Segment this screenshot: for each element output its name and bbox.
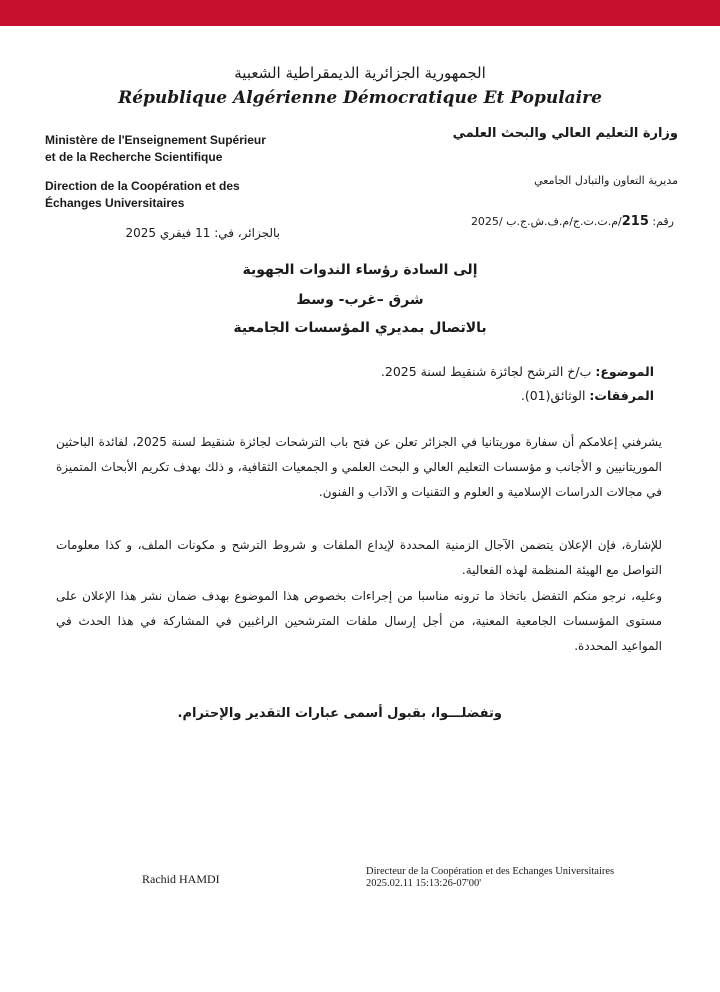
subject-label: الموضوع: [595, 364, 654, 379]
arabic-direction-name: مديرية التعاون والتبادل الجامعي [534, 174, 678, 187]
signer-name: Rachid HAMDI [142, 872, 220, 886]
french-direction-line-2: Échanges Universitaires [45, 196, 185, 210]
attachments-text: الوثائق(01). [520, 388, 590, 403]
reference-prefix: رقم: [652, 215, 674, 228]
addressee-line-2: شرق –غرب- وسط [296, 292, 424, 308]
body-paragraph-2: للإشارة، فإن الإعلان يتضمن الآجال الزمنية المحددة لإيداع الملفات و شروط الترشح و مكونات الملف، و كذا معلومات التواصل مع الهيئة المنظمة لهذه الفعالية. [56, 538, 662, 577]
subject-text: ب/خ الترشح لجائزة شنقيط لسنة 2025. [380, 364, 596, 379]
letter-page [0, 26, 720, 992]
french-direction-name [45, 178, 305, 212]
date-line: بالجزائر، في: 11 فيفري 2025 [125, 226, 280, 240]
arabic-ministry-name: وزارة التعليم العالي والبحث العلمي [452, 126, 678, 141]
attachments-label: المرفقات: [589, 388, 654, 403]
addressee-line-3: بالاتصال بمديري المؤسسات الجامعية [233, 320, 487, 336]
body-paragraph-1: يشرفني إعلامكم أن سفارة موريتانيا في الجزائر تعلن عن فتح باب الترشحات لجائزة شنقيط لسنة 2025، لفائدة الباحثين الموريتانيين و الأجانب و مؤسسات التعليم العالي و البحث العلمي و الجمعيات الثقافية، و ذلك بهدف تكريم الأبحاث المتميزة في مجالات الدراسات الإسلامية و العلوم و التقنيات و الآداب و الفنون. [56, 435, 663, 499]
subject-line [94, 364, 654, 379]
body-paragraph-3: وعليه، نرجو منكم التفضل باتخاذ ما ترونه مناسبا من إجراءات بخصوص هذا الموضوع بهدف ضمان نشر هذا الإعلان على مستوى المؤسسات الجامعية المعنية، من أجل إرسال ملفات المترشحين الراغبين في المشاركة في هذا الحدث في المواعيد المحددة. [56, 589, 662, 653]
french-ministry-name [45, 132, 305, 166]
signer-title: Directeur de la Coopération et des Echanges Universitaires [366, 866, 615, 877]
addressee-line-1: إلى السادة رؤساء الندوات الجهوية [242, 262, 478, 278]
reference-suffix: /م.ت.ت.ج/م.ف.ش.ج.ب /2025 [470, 215, 622, 228]
digital-signature-block [366, 866, 614, 890]
french-direction-line-1: Direction de la Coopération et des [45, 179, 240, 193]
arabic-republic-title: الجمهورية الجزائرية الديمقراطية الشعبية [234, 64, 486, 82]
french-republic-title: République Algérienne Démocratique Et Populaire [118, 88, 602, 108]
reference-number-value: 215 [621, 214, 649, 229]
signature-timestamp: 2025.02.11 15:13:26-07'00' [366, 878, 482, 889]
attachments-line [94, 388, 654, 403]
french-ministry-line-2: et de la Recherche Scientifique [45, 150, 223, 164]
french-ministry-line-1: Ministère de l'Enseignement Supérieur [45, 133, 266, 147]
reference-number [374, 214, 674, 229]
closing-formula: وتفضلـــوا، بقبول أسمى عبارات التقدير والإحترام. [177, 706, 502, 721]
top-color-bar [0, 0, 720, 26]
